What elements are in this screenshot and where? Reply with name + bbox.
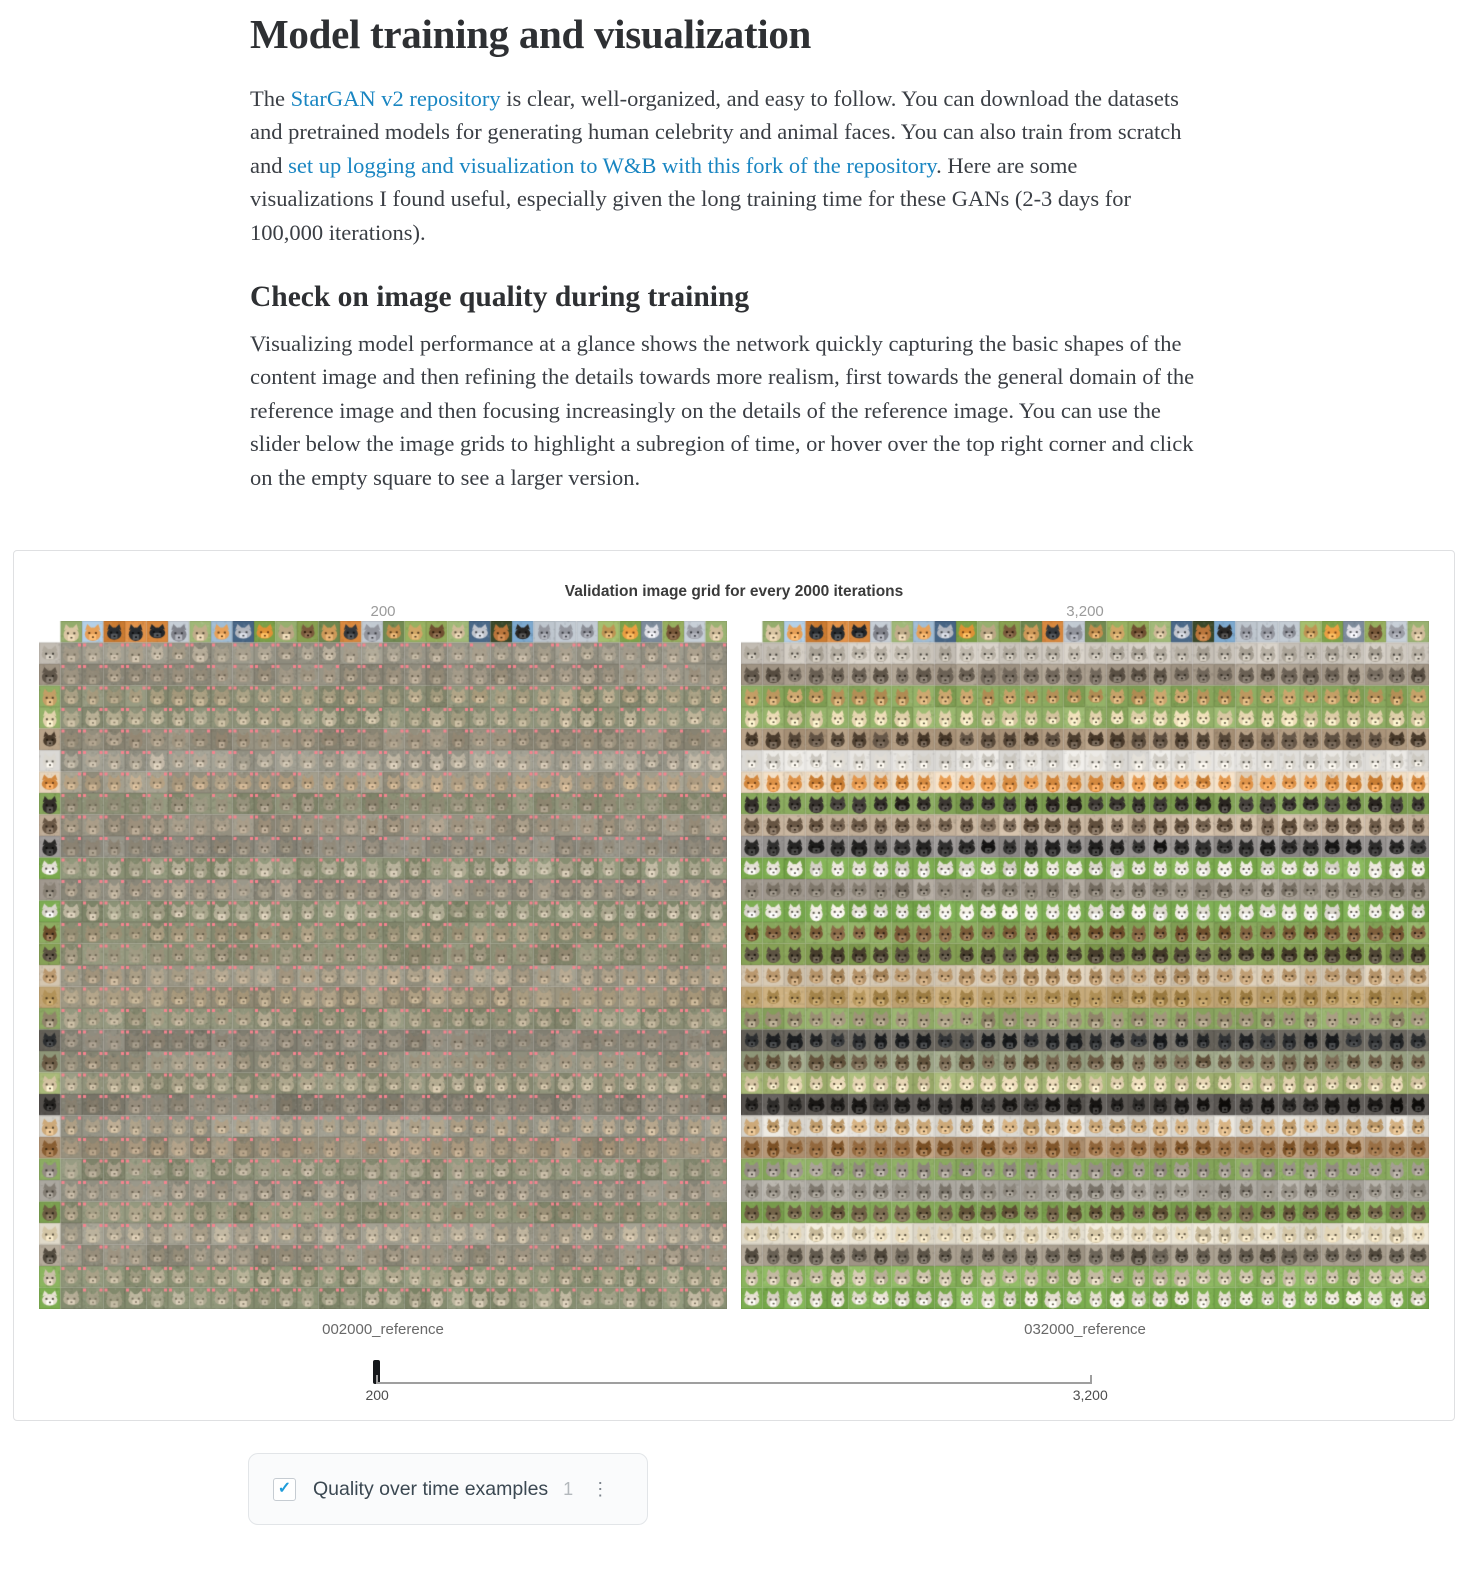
kebab-menu-icon[interactable]: ⋮ (591, 1479, 610, 1500)
inline-link[interactable]: StarGAN v2 repository (290, 86, 501, 111)
slider-min-label: 200 (365, 1387, 389, 1404)
quality-examples-label: Quality over time examples (313, 1477, 549, 1500)
text-segment: Visualizing model performance at a glance shows the network quickly capturing the basic shapes of the content image and then refining the details towards more realism, first towards the general domain of the reference image and then focusing increasingly on the details of the reference image. You can use the slider below the image grids to highlight a subregion of time, or hover over the top right corner and click on the empty square to see a larger version. (250, 331, 1195, 490)
quality-examples-count: 1 (563, 1478, 574, 1499)
image-grids-row (14, 603, 1454, 1338)
page-title: Model training and visualization (250, 11, 812, 57)
slider-max-label: 3,200 (1072, 1387, 1108, 1404)
section-heading: Check on image quality during training (250, 281, 750, 314)
media-grid-block-late (741, 603, 1429, 1338)
intro-paragraph (250, 82, 1195, 249)
text-segment: is clear, well-organized, and easy to follow. You can download the datasets and pretrained models for generating human celebrity and animal faces. You can also train from scratch and (250, 86, 1182, 178)
checkmark-icon: ✓ (277, 1480, 292, 1498)
media-panel (13, 550, 1455, 1421)
step-range-slider (365, 1360, 1108, 1406)
step-label-late: 3,200 (1066, 603, 1104, 621)
grid-caption-early: 002000_reference (322, 1321, 444, 1339)
quality-examples-control (248, 1453, 648, 1525)
slider-track[interactable] (376, 1382, 1092, 1384)
text-segment: The (250, 86, 291, 111)
media-grid-block-early (39, 603, 727, 1338)
inline-link[interactable]: set up logging and visualization to W&B with this fork of the repository (288, 152, 937, 178)
step-label-early: 200 (370, 603, 396, 621)
section-paragraph (250, 327, 1195, 494)
article-content (250, 10, 1195, 494)
grid-caption-late: 032000_reference (1024, 1321, 1146, 1339)
slider-tick-max (1090, 1375, 1092, 1384)
validation-grid-image-late[interactable] (741, 621, 1429, 1309)
quality-examples-checkbox[interactable] (273, 1478, 296, 1501)
slider-tick-min (376, 1375, 378, 1384)
validation-grid-image-early[interactable] (39, 621, 727, 1309)
text-segment: . Here are some visualizations I found useful, especially given the long training time for these GANs (2-3 days for 100,000 iterations). (250, 152, 1132, 245)
media-panel-title: Validation image grid for every 2000 iterations (564, 583, 904, 601)
